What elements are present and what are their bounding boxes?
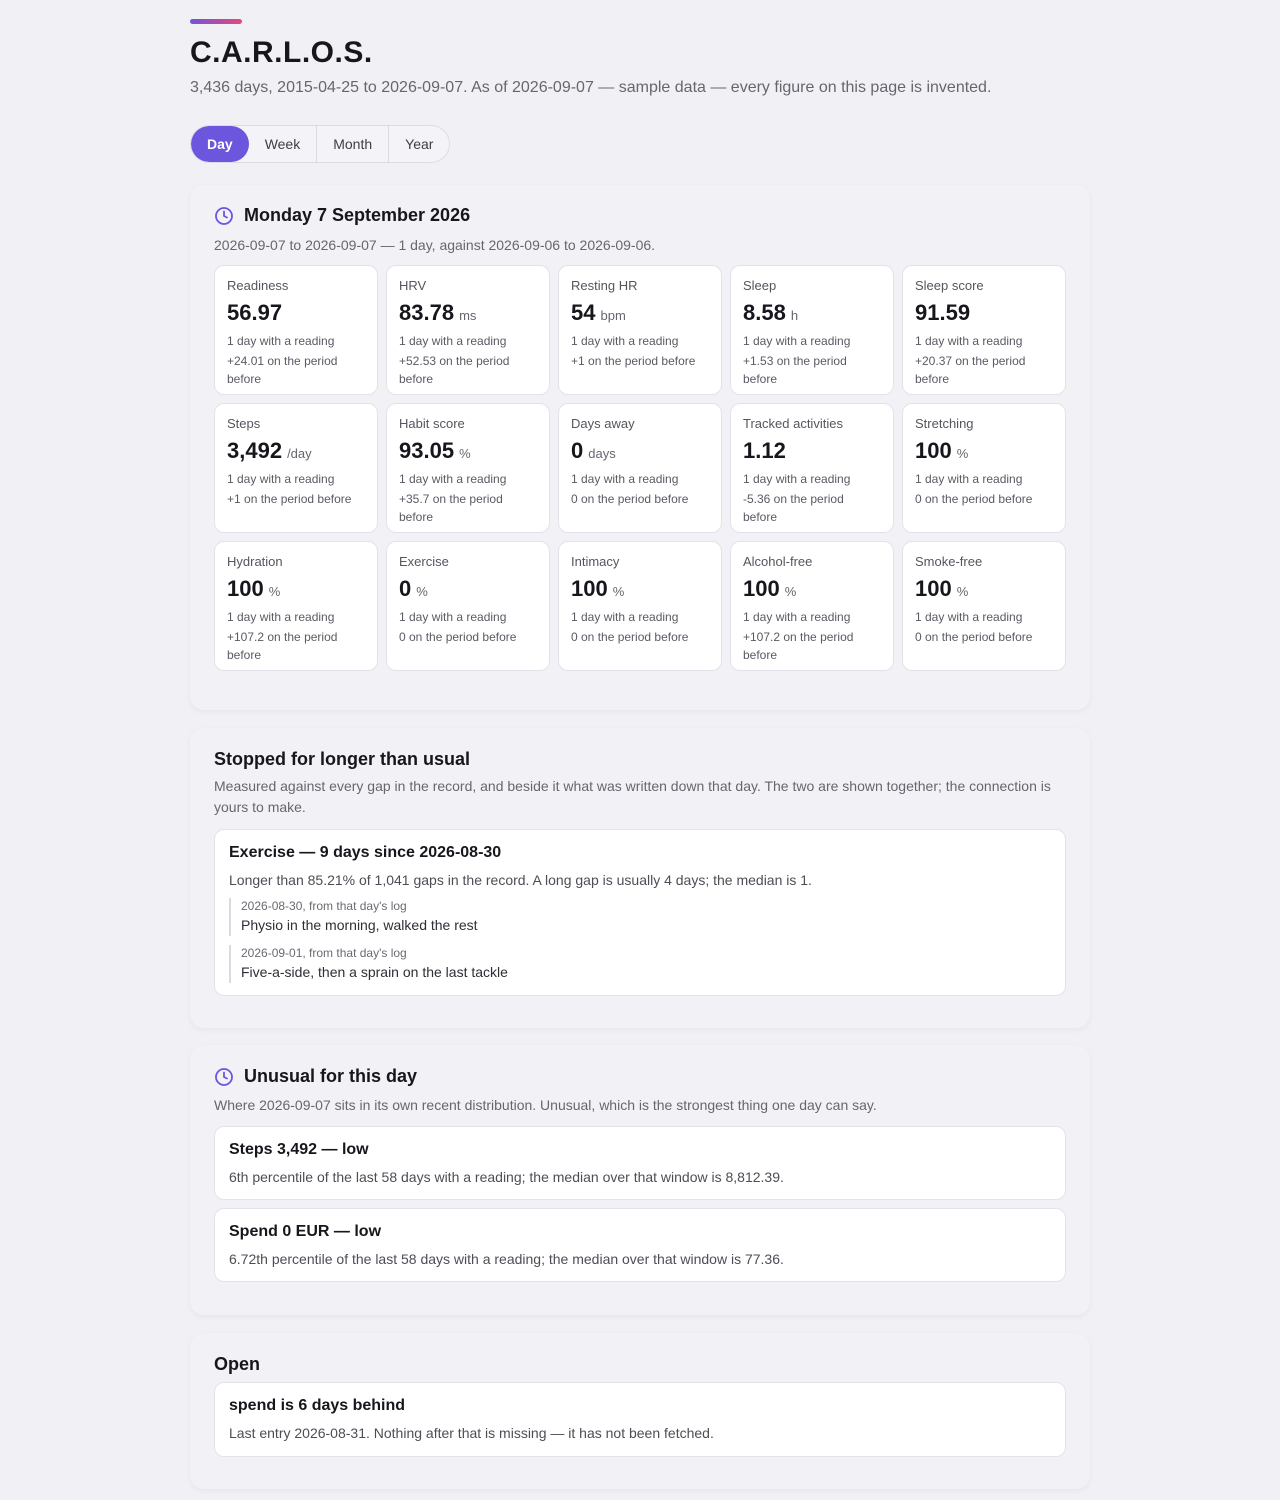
metric-value: 83.78 [399,300,455,325]
unusual-header [214,1066,417,1087]
metric-card-sleep [730,265,894,395]
open-item-text: Last entry 2026-08-31. Nothing after that is missing — it has not been fetched. [229,1425,714,1441]
metric-count: 1 day with a reading [915,334,1023,348]
metric-card-smoke-free [902,541,1066,671]
unusual-item-title: Spend 0 EUR — low [229,1223,382,1240]
metric-value: 56.97 [227,300,283,325]
log-entry-text: Five-a-side, then a sprain on the last tackle [241,964,508,980]
tab-day[interactable]: Day [191,126,249,162]
metric-label: Readiness [227,278,289,293]
app-title: C.A.R.L.O.S. [190,36,373,69]
metric-card-hrv [386,265,550,395]
metric-unit: % [416,584,428,599]
metric-card-sleep-score [902,265,1066,395]
metric-unit: % [784,584,797,599]
metric-count: 1 day with a reading [743,610,851,624]
metric-value: 100 [227,576,264,601]
metric-value: 3,492 [227,438,283,463]
metric-unit: ms [459,308,477,323]
tab-week[interactable]: Week [264,136,301,152]
tab-year[interactable]: Year [388,126,449,162]
metric-count: 1 day with a reading [743,334,851,348]
metric-delta: +20.37 on the period before [915,354,1026,386]
metric-delta: +52.53 on the period before [399,354,510,386]
log-entry-text: Physio in the morning, walked the rest [241,917,478,933]
metric-unit: % [459,446,471,461]
metric-value-row [743,438,881,464]
day-summary-header [214,205,470,226]
metric-value: 0 [399,576,412,601]
tab-month[interactable]: Month [316,126,388,162]
metric-delta: +1.53 on the period before [743,354,847,386]
metric-unit: % [956,446,969,461]
metric-delta: 0 on the period before [915,630,1033,644]
metric-card-exercise [386,541,550,671]
metric-value-row [571,576,709,602]
metric-delta: +1 on the period before [571,354,696,368]
metric-value-row [227,438,365,464]
metric-label: Sleep [743,278,777,293]
open-section [190,1333,1090,1489]
unusual-item [214,1208,1066,1282]
open-item [214,1382,1066,1457]
metric-value-row [399,300,537,326]
metric-value-row [571,438,709,464]
metric-count: 1 day with a reading [571,610,679,624]
metric-delta: +107.2 on the period before [227,630,338,662]
metric-value-row [915,438,1053,464]
metric-delta: +35.7 on the period before [399,492,503,524]
metric-card-stretching [902,403,1066,533]
metric-value: 0 [571,438,584,463]
brand-accent-bar [190,19,242,24]
unusual-description: Where 2026-09-07 sits in its own recent distribution. Unusual, which is the strongest thing one day can say. [214,1097,877,1113]
day-summary-range: 2026-09-07 to 2026-09-07 — 1 day, against 2026-09-06 to 2026-09-06. [214,237,656,253]
gap-item [214,829,1066,996]
metric-delta: 0 on the period before [571,492,689,506]
metric-label: Exercise [399,554,449,569]
metric-unit: h [790,308,799,323]
metric-count: 1 day with a reading [571,334,679,348]
metric-label: Steps [227,416,261,431]
metric-card-days-away [558,403,722,533]
metric-count: 1 day with a reading [399,334,507,348]
metric-value-row [743,576,881,602]
gap-item-text: Longer than 85.21% of 1,041 gaps in the record. A long gap is usually 4 days; the median is 1. [229,872,812,888]
metric-count: 1 day with a reading [743,472,851,486]
metric-unit: % [956,584,969,599]
metric-value: 1.12 [743,438,786,463]
gap-item-title: Exercise — 9 days since 2026-08-30 [229,844,502,861]
metric-label: Days away [571,416,635,431]
metric-value-row [915,576,1053,602]
metric-card-resting-hr [558,265,722,395]
metric-delta: +107.2 on the period before [743,630,854,662]
metric-label: HRV [399,278,427,293]
metric-card-hydration [214,541,378,671]
unusual-item-text: 6.72th percentile of the last 58 days with a reading; the median over that window is 77.36. [229,1251,784,1267]
metric-count: 1 day with a reading [227,610,335,624]
metric-delta: 0 on the period before [399,630,517,644]
metric-card-steps [214,403,378,533]
metric-unit: bpm [600,308,626,323]
metric-count: 1 day with a reading [227,472,335,486]
metric-count: 1 day with a reading [915,472,1023,486]
clock-icon [214,206,234,226]
clock-icon [214,1067,234,1087]
day-summary-title: Monday 7 September 2026 [244,205,471,225]
metric-count: 1 day with a reading [571,472,679,486]
metric-card-habit-score [386,403,550,533]
metric-value: 54 [571,300,596,325]
metric-label: Tracked activities [743,416,843,431]
metric-value: 100 [915,438,952,463]
open-item-title: spend is 6 days behind [229,1397,406,1414]
log-entry-date: 2026-09-01, from that day's log [241,946,407,960]
gaps-header [214,749,470,770]
log-entry [229,945,1051,983]
log-entry-date: 2026-08-30, from that day's log [241,899,407,913]
metric-count: 1 day with a reading [915,610,1023,624]
metric-count: 1 day with a reading [399,472,507,486]
unusual-item [214,1126,1066,1200]
metric-label: Smoke-free [915,554,983,569]
metric-value: 91.59 [915,300,971,325]
gaps-title: Stopped for longer than usual [214,749,470,769]
metric-label: Sleep score [915,278,984,293]
metric-card-alcohol-free [730,541,894,671]
metric-unit: /day [287,446,312,461]
metric-delta: +24.01 on the period before [227,354,338,386]
metric-value-row [227,576,365,602]
metric-value-row [399,438,537,464]
metric-value-row [571,300,709,326]
open-title: Open [214,1354,261,1374]
metric-count: 1 day with a reading [227,334,335,348]
unusual-section [190,1045,1090,1315]
period-tabs [190,125,450,163]
metric-label: Intimacy [571,554,620,569]
metric-label: Alcohol-free [743,554,813,569]
log-entry [229,898,1051,936]
metric-count: 1 day with a reading [399,610,507,624]
metric-unit: % [612,584,625,599]
unusual-item-text: 6th percentile of the last 58 days with a reading; the median over that window is 8,812.39. [229,1169,784,1185]
metric-value: 93.05 [399,438,455,463]
metric-value: 100 [571,576,608,601]
metric-delta: +1 on the period before [227,492,352,506]
metric-label: Habit score [399,416,465,431]
metric-value: 100 [915,576,952,601]
metric-label: Stretching [915,416,974,431]
metric-value-row [227,300,365,326]
metric-unit: % [268,584,281,599]
metric-value: 8.58 [743,300,786,325]
unusual-title: Unusual for this day [244,1066,418,1086]
gaps-section [190,728,1090,1028]
app-subtitle: 3,436 days, 2015-04-25 to 2026-09-07. As of 2026-09-07 — sample data — every figure on this page is invented. [190,79,992,96]
gaps-description: Measured against every gap in the record, and beside it what was written down that day. The two are shown together; the connection is yours to make. [214,778,1051,815]
metric-value-row [399,576,537,602]
metric-card-tracked-activities [730,403,894,533]
metric-card-readiness [214,265,378,395]
metric-delta: 0 on the period before [915,492,1033,506]
metric-unit: days [588,446,616,461]
metric-grid [214,265,1066,671]
unusual-item-title: Steps 3,492 — low [229,1141,369,1158]
metric-delta: 0 on the period before [571,630,689,644]
metric-delta: -5.36 on the period before [743,492,844,524]
metric-value: 100 [743,576,780,601]
metric-label: Resting HR [571,278,638,293]
metric-card-intimacy [558,541,722,671]
open-header [214,1354,260,1375]
metric-value-row [743,300,881,326]
metric-value-row [915,300,1053,326]
metric-label: Hydration [227,554,283,569]
